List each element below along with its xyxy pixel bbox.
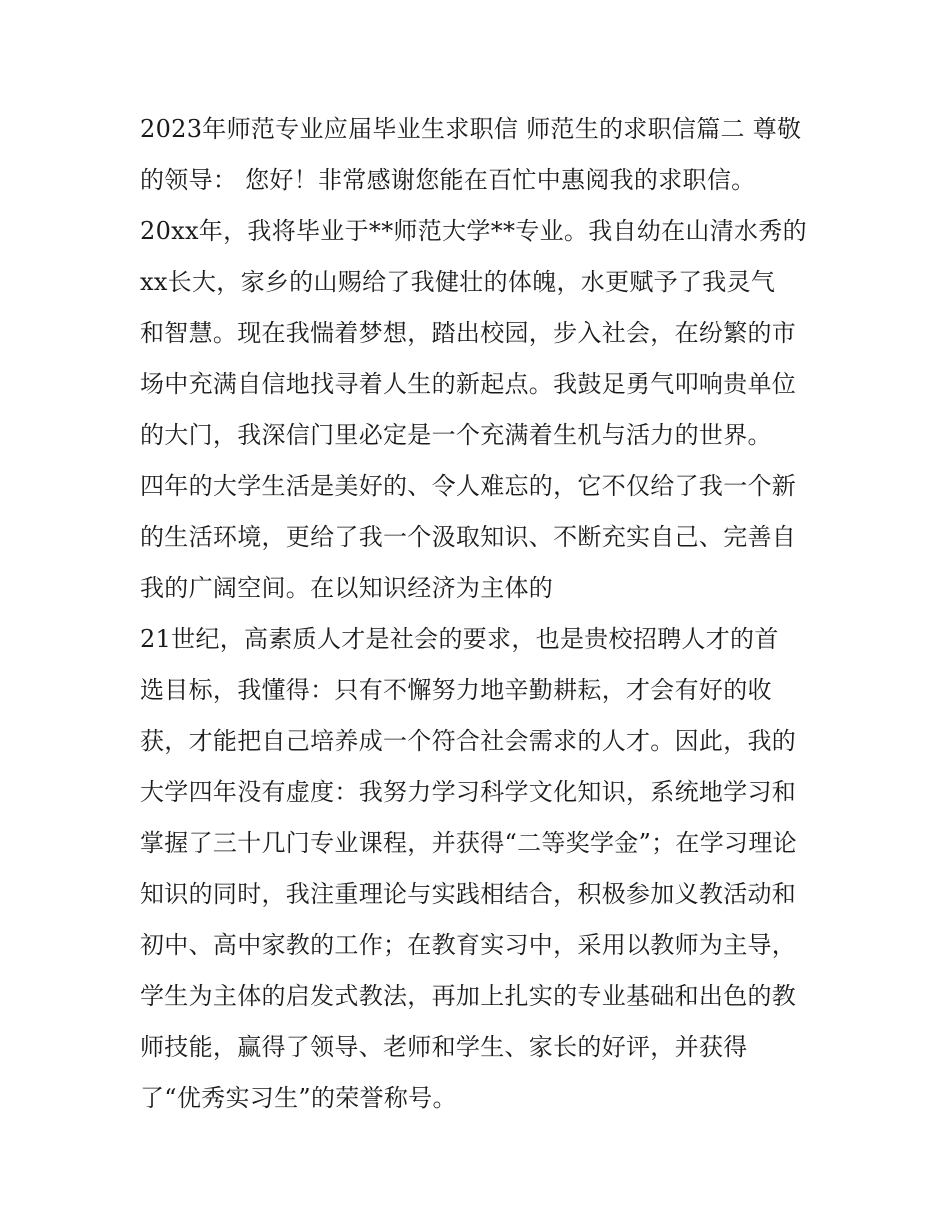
text-line: 初中、高中家教的工作；在教育实习中，采用以教师为主导，	[140, 931, 797, 959]
text-line: 我的广阔空间。在以知识经济为主体的	[140, 574, 554, 602]
text-line: 掌握了三十几门专业课程，并获得“二等奖学金”；在学习理论	[140, 829, 797, 857]
document-body	[140, 104, 830, 1124]
text-line: 的生活环境，更给了我一个汲取知识、不断充实自己、完善自	[140, 523, 797, 551]
text-line: 师技能，赢得了领导、老师和学生、家长的好评，并获得	[140, 1033, 748, 1061]
text-line: 场中充满自信地找寻着人生的新起点。我鼓足勇气叩响贵单位	[140, 370, 797, 398]
text-line: 了“优秀实习生”的荣誉称号。	[140, 1084, 457, 1112]
text-line: 21世纪，高素质人才是社会的要求，也是贵校招聘人才的首	[140, 625, 779, 653]
text-line: 和智慧。现在我惴着梦想，踏出校园，步入社会，在纷繁的市	[140, 319, 797, 347]
text-line: xx长大，家乡的山赐给了我健壮的体魄，水更赋予了我灵气	[140, 268, 776, 296]
text-line: 知识的同时，我注重理论与实践相结合，积极参加义教活动和	[140, 880, 797, 908]
text-line: 的大门，我深信门里必定是一个充满着生机与活力的世界。	[140, 421, 772, 449]
text-line: 获，才能把自己培养成一个符合社会需求的人才。因此，我的	[140, 727, 797, 755]
text-line: 选目标，我懂得：只有不懈努力地辛勤耕耘，才会有好的收	[140, 676, 772, 704]
text-line: 的领导： 您好！非常感谢您能在百忙中惠阅我的求职信。	[140, 166, 756, 194]
text-line: 20xx年，我将毕业于**师范大学**专业。我自幼在山清水秀的	[140, 217, 807, 245]
text-line: 2023年师范专业应届毕业生求职信 师范生的求职信篇二 尊敬	[140, 115, 802, 143]
text-line: 学生为主体的启发式教法，再加上扎实的专业基础和出色的教	[140, 982, 797, 1010]
text-line: 四年的大学生活是美好的、令人难忘的，它不仅给了我一个新	[140, 472, 797, 500]
text-line: 大学四年没有虚度：我努力学习科学文化知识，系统地学习和	[140, 778, 797, 806]
